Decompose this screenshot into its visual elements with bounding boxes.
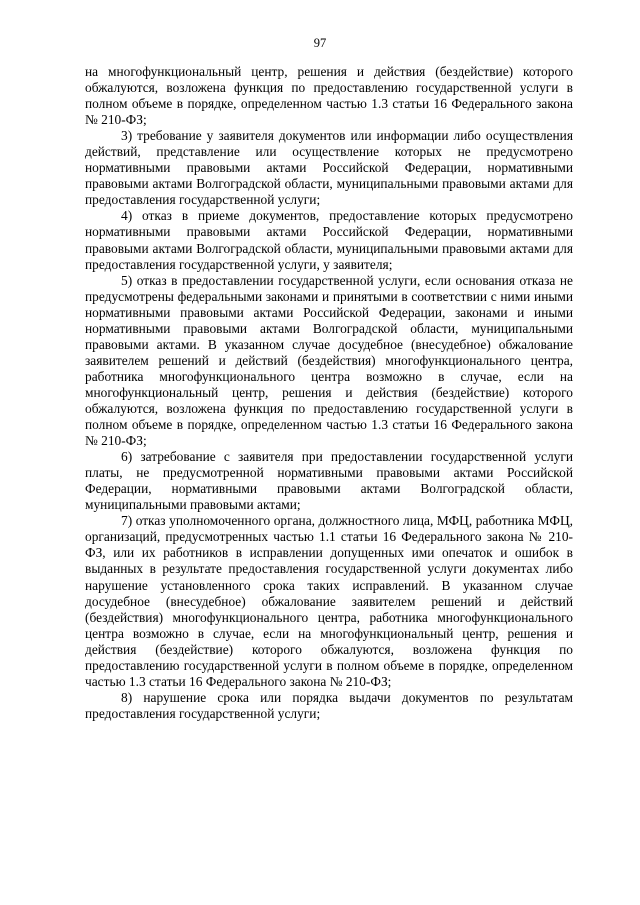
paragraph-item-4: 4) отказ в приеме документов, предоставление которых предусмотрено нормативными правовыми актами Российской Федерации, нормативными правовыми актами Волгоградской области, муниципальными правовыми актами для предоставления государственной услуги, у заявителя;	[85, 208, 573, 272]
page-number: 97	[313, 36, 327, 50]
paragraph-continuation: на многофункциональный центр, решения и действия (бездействие) которого обжалуются, возложена функция по предоставлению государственной услуги в полном объеме в порядке, определенном частью 1.3 статьи 16 Федерального закона № 210-ФЗ;	[85, 64, 573, 128]
paragraph-item-3: 3) требование у заявителя документов или информации либо осуществления действий, представление или осуществление которых не предусмотрено нормативными правовыми актами Российской Федерации, нормативными правовыми актами Волгоградской области, муниципальными правовыми актами для предоставления государственной услуги;	[85, 128, 573, 208]
paragraph-item-6: 6) затребование с заявителя при предоставлении государственной услуги платы, не предусмотренной нормативными правовыми актами Российской Федерации, нормативными правовыми актами Волгоградской области, муниципальными правовыми актами;	[85, 449, 573, 513]
paragraph-item-8: 8) нарушение срока или порядка выдачи документов по результатам предоставления государственной услуги;	[85, 689, 573, 721]
paragraph-item-5: 5) отказ в предоставлении государственной услуги, если основания отказа не предусмотрены федеральными законами и принятыми в соответствии с ними иными нормативными правовыми актами Российской Федерации, законами и иными нормативными правовыми актами Волгоградской области, муниципальными правовыми актами. В указанном случае досудебное (внесудебное) обжалование заявителем решений и действий (бездействия) многофункционального центра, работника многофункционального центра возможно в случае, если на многофункциональный центр, решения и действия (бездействие) которого обжалуются, возложена функция по предоставлению государственной услуги в полном объеме в порядке, определенном частью 1.3 статьи 16 Федерального закона № 210-ФЗ;	[85, 272, 573, 449]
paragraph-item-7: 7) отказ уполномоченного органа, должностного лица, МФЦ, работника МФЦ, организаций, предусмотренных частью 1.1 статьи 16 Федерального закона № 210-ФЗ, или их работников в исправлении допущенных ими опечаток и ошибок в выданных в результате предоставления государственной услуги документах либо нарушение установленного срока таких исправлений. В указанном случае досудебное (внесудебное) обжалование заявителем решений и действий (бездействия) многофункционального центра, работника многофункционального центра возможно в случае, если на многофункциональный центр, решения и действия (бездействие) которого обжалуются, возложена функция по предоставлению государственной услуги в полном объеме в порядке, определенном частью 1.3 статьи 16 Федерального закона № 210-ФЗ;	[85, 513, 573, 689]
document-body	[85, 64, 573, 722]
